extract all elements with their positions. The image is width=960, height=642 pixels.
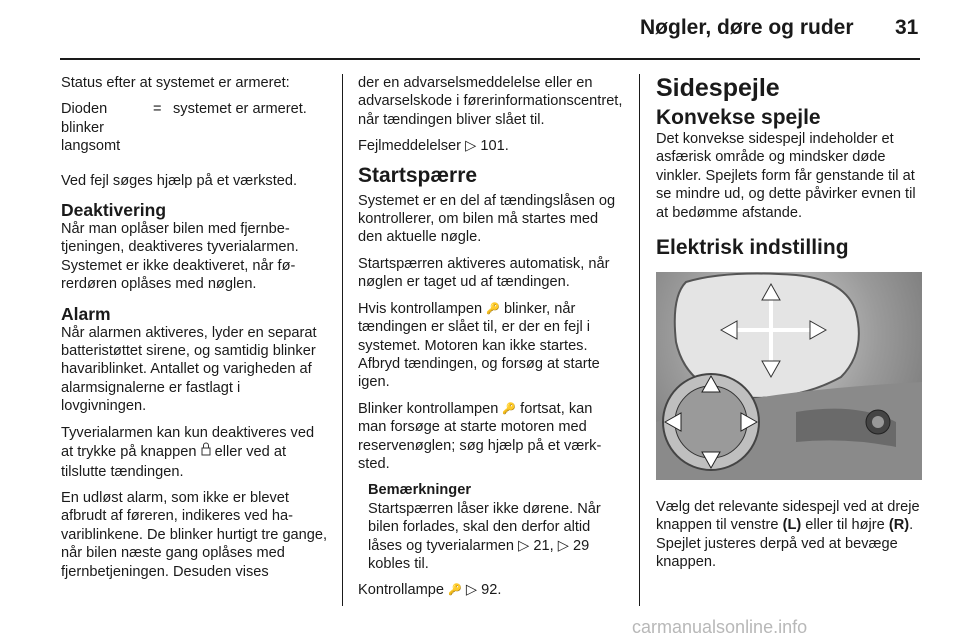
immobilizer-text-3a: Hvis kontrollampen [358,300,483,317]
deactivation-heading: Deaktivering [61,200,167,221]
convex-text: Det konvekse sidespejl indeholder et asfærisk område og mindsker døde vinkler. Spejlets form får genstande til at se mindre ud, og dette påvirker evnen til at bedømme afstande. [656,131,916,221]
watermark: carmanualsonline.info [632,617,808,637]
column-1 [61,74,329,589]
electric-text-c: . Spejlet justeres derpå ved at bevæge knappen. [656,517,914,571]
mirror-control-photo [656,272,922,480]
status-condition: Dioden blinker langsomt [61,101,121,155]
status-table [61,100,329,155]
mirror-photo-illustration [656,272,922,480]
column-3 [656,74,922,580]
page-ref-icon: ▷ [557,537,569,554]
immobilizer-text-3b: blinker, når tændingen er slået til, er der en fejl i systemet. Motoren kan ikke startes. Afbryd tændingen, og forsøg at starte igen. [358,300,600,391]
workshop-text: Ved fejl søges hjælp på et værksted. [61,172,298,189]
page-number: 31 [895,16,919,39]
immobilizer-text-2: Startspærren aktiveres automatisk, når nøglen er taget ud af tændingen. [358,255,610,291]
immobilizer-text-3 [358,300,624,392]
alarm-text-2a: Tyverialarmen kan kun deaktiveres ved at trykke på knappen [61,424,315,461]
status-intro: Status efter at systemet er armeret: [61,75,290,91]
lamp-ref [358,581,624,599]
column-2 [358,74,624,608]
alarm-heading: Alarm [61,303,111,324]
electric-text-b: eller til højre [805,517,885,534]
note-ref-2[interactable]: 29 [573,537,590,554]
lock-button-icon [201,442,211,462]
deactivation-text: Når man oplåser bilen med fjernbetjeningen, deaktiveres tyverialarmen. Systemet er ikke deaktiveret, når førerdøren oplåses med nøglen. [61,221,299,293]
alarm-text-3: En udløst alarm, som ikke er blevet afbrudt af føreren, indikeres ved havariblinkene. De blinker hurtigt tre gange, når bilen næste gang oplåses med fjernbetjeningen. Desuden vises [61,489,328,580]
lamp-page[interactable]: 92. [481,582,502,599]
header-rule [60,58,920,60]
immobilizer-text-4a: Blinker kontrollampen [358,400,499,417]
immobilizer-text-4b: fortsat, kan man forsøge at starte motoren med reservenøglen; søg hjælp på et værksted. [358,400,602,473]
immobilizer-text-1: Systemet er en del af tændingslåsen og kontrollerer, om bilen må startes med den aktuelle nøgle. [358,192,616,246]
page-ref-icon: ▷ [518,537,530,554]
alarm-text-1: Når alarmen aktiveres, lyder en separat batteristøttet sirene, og samtidig blinker havariblinket. Antallet og varigheden af alarmsignalerne er fastlagt i lovgivningen. [61,324,317,415]
side-mirrors-heading: Sidespejle [656,74,780,102]
key-warning-icon: 🔑 [486,302,500,315]
column-divider-1 [342,74,343,606]
immobilizer-heading: Startspærre [358,163,478,187]
lamp-label: Kontrollampe [358,582,444,599]
immobilizer-text-4 [358,400,624,474]
page-ref-icon: ▷ [465,582,478,599]
note-text-a: Startspærren låser ikke dørene. Når bilen forlades, skal den derfor altid låses og tyverialarmen [368,500,601,554]
electric-text-a: Vælg det relevante sidespejl ved at dreje knappen til venstre [656,499,920,534]
electric-adjust-heading: Elektrisk indstilling [656,236,849,260]
key-warning-icon: 🔑 [502,402,517,415]
page-header-title: Nøgler, døre og ruder [640,16,854,39]
page-ref-icon: ▷ [465,138,477,155]
status-equals: = [153,101,162,118]
continued-text: der en advarselsmeddelelse eller en advarselskode i førerinformationscentret, når tændingen bliver slået til. [358,75,623,128]
alarm-text-2 [61,424,329,481]
error-messages-page[interactable]: 101. [480,138,509,155]
note-block [358,481,624,573]
electric-text [656,498,922,572]
status-meaning: systemet er armeret. [173,101,307,118]
column-divider-2 [639,74,640,606]
note-title: Bemærkninger [368,482,471,499]
error-messages-ref [358,137,624,155]
alarm-text-2b: eller ved at tilslutte tændingen. [61,444,286,480]
electric-left-label: (L) [782,517,802,534]
note-ref-1[interactable]: 21, [533,537,554,554]
convex-mirrors-heading: Konvekse spejle [656,106,821,129]
note-text-b: kobles til. [368,556,429,573]
key-warning-icon: 🔑 [448,584,462,597]
electric-right-label: (R) [888,517,910,534]
error-messages-label: Fejlmeddelelser [358,138,462,155]
